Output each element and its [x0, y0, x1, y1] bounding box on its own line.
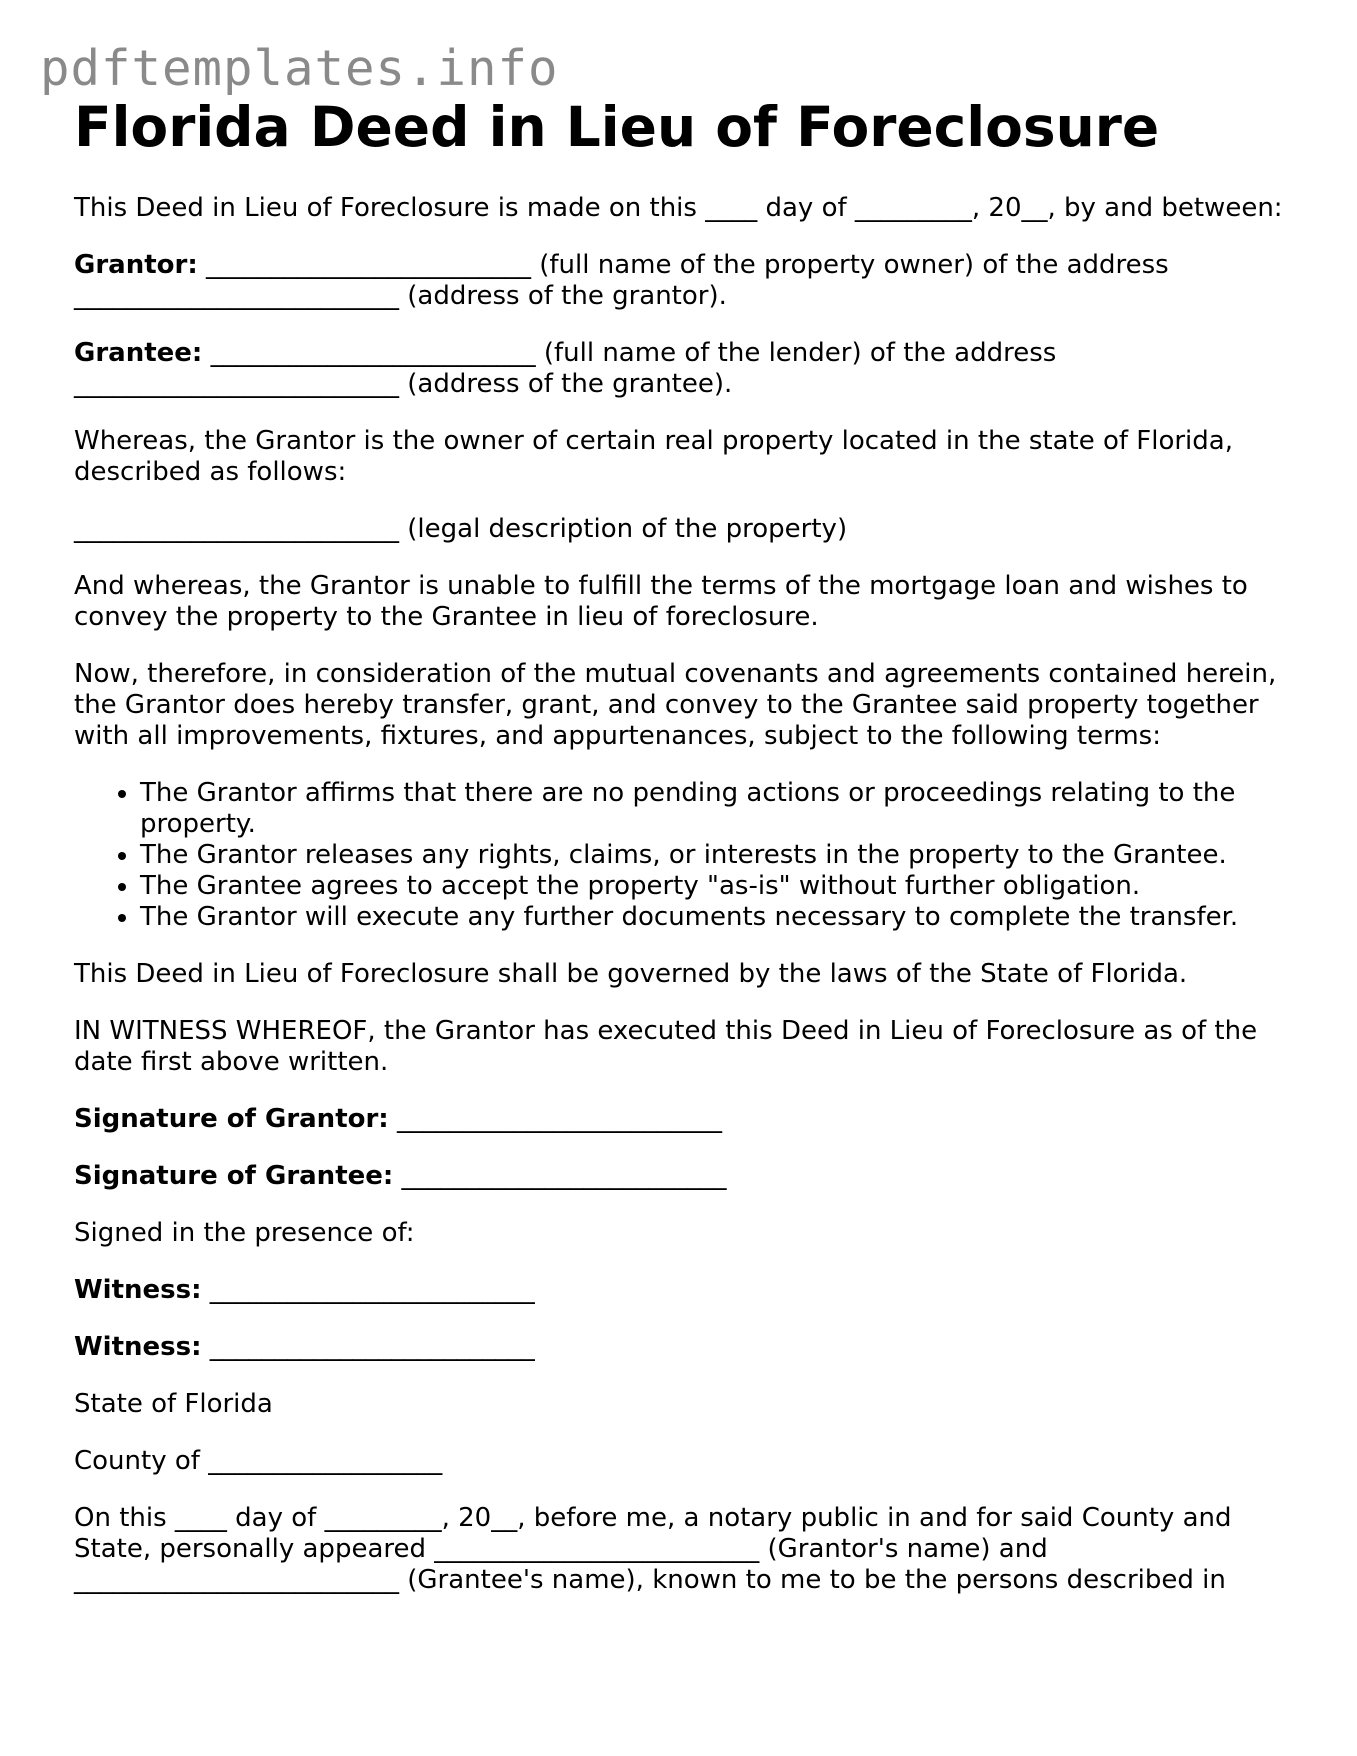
list-item: • The Grantee agrees to accept the property "as-is" without further obligation. — [140, 871, 1304, 902]
whereas-paragraph: Whereas, the Grantor is the owner of certain real property located in the state of Florida, described as follows: — [74, 426, 1233, 488]
watermark: pdftemplates.info — [40, 40, 559, 97]
document-title: Florida Deed in Lieu of Foreclosure — [74, 95, 1160, 159]
state-line: State of Florida — [74, 1389, 273, 1420]
witness-2-label: Witness: — [74, 1332, 202, 1363]
grantee-signature-line — [74, 1161, 1304, 1192]
grantee-label: Grantee: — [74, 338, 203, 369]
and-whereas-paragraph: And whereas, the Grantor is unable to fulfill the terms of the mortgage loan and wishes to convey the property to the Grantee in lieu of foreclosure. — [74, 571, 1248, 633]
deed-document — [74, 96, 1304, 1622]
notary-paragraph: On this ____ day of _________, 20__, before me, a notary public in and for said County and State, personally appeared _________________________ (Grantor's name) and _________________________ (Grantee's name), known to me to be the persons described in — [74, 1503, 1232, 1596]
in-witness-paragraph: IN WITNESS WHEREOF, the Grantor has executed this Deed in Lieu of Foreclosure as of the date first above written. — [74, 1016, 1258, 1078]
witness-2-line — [74, 1332, 1304, 1363]
witness-1-line — [74, 1275, 1304, 1306]
now-therefore-paragraph: Now, therefore, in consideration of the mutual covenants and agreements contained herein, the Grantor does hereby transfer, grant, and convey to the Grantee said property together with all improvements, fixtures, and appurtenances, subject to the following terms: — [74, 659, 1277, 752]
grantor-signature-blank: _________________________ — [388, 1104, 722, 1135]
grantee-text: _________________________ (full name of the lender) of the address _________________________ (address of the grantee). — [74, 338, 1057, 400]
grantee-signature-label: Signature of Grantee: — [74, 1161, 394, 1192]
grantor-signature-line — [74, 1104, 1304, 1135]
witness-1-blank: _________________________ — [201, 1275, 535, 1306]
grantee-paragraph — [74, 338, 1304, 400]
witness-2-blank: _________________________ — [201, 1332, 535, 1363]
intro-paragraph: This Deed in Lieu of Foreclosure is made on this ____ day of _________, 20__, by and between: — [74, 193, 1283, 224]
witness-1-label: Witness: — [74, 1275, 202, 1306]
signed-presence-text: Signed in the presence of: — [74, 1218, 415, 1249]
grantor-text: _________________________ (full name of the property owner) of the address _________________________ (address of the grantor). — [74, 250, 1169, 312]
governing-law-paragraph: This Deed in Lieu of Foreclosure shall be governed by the laws of the State of Florida. — [74, 959, 1188, 990]
list-item: • The Grantor affirms that there are no pending actions or proceedings relating to the property. — [140, 778, 1304, 840]
county-line: County of __________________ — [74, 1446, 443, 1477]
list-item: • The Grantor will execute any further documents necessary to complete the transfer. — [140, 902, 1304, 933]
terms-list — [74, 778, 1304, 933]
grantor-signature-label: Signature of Grantor: — [74, 1104, 389, 1135]
grantor-label: Grantor: — [74, 250, 198, 281]
grantor-paragraph — [74, 250, 1304, 312]
grantee-signature-blank: _________________________ — [393, 1161, 727, 1192]
list-item: • The Grantor releases any rights, claims, or interests in the property to the Grantee. — [140, 840, 1304, 871]
legal-description-line: _________________________ (legal description of the property) — [74, 514, 848, 545]
